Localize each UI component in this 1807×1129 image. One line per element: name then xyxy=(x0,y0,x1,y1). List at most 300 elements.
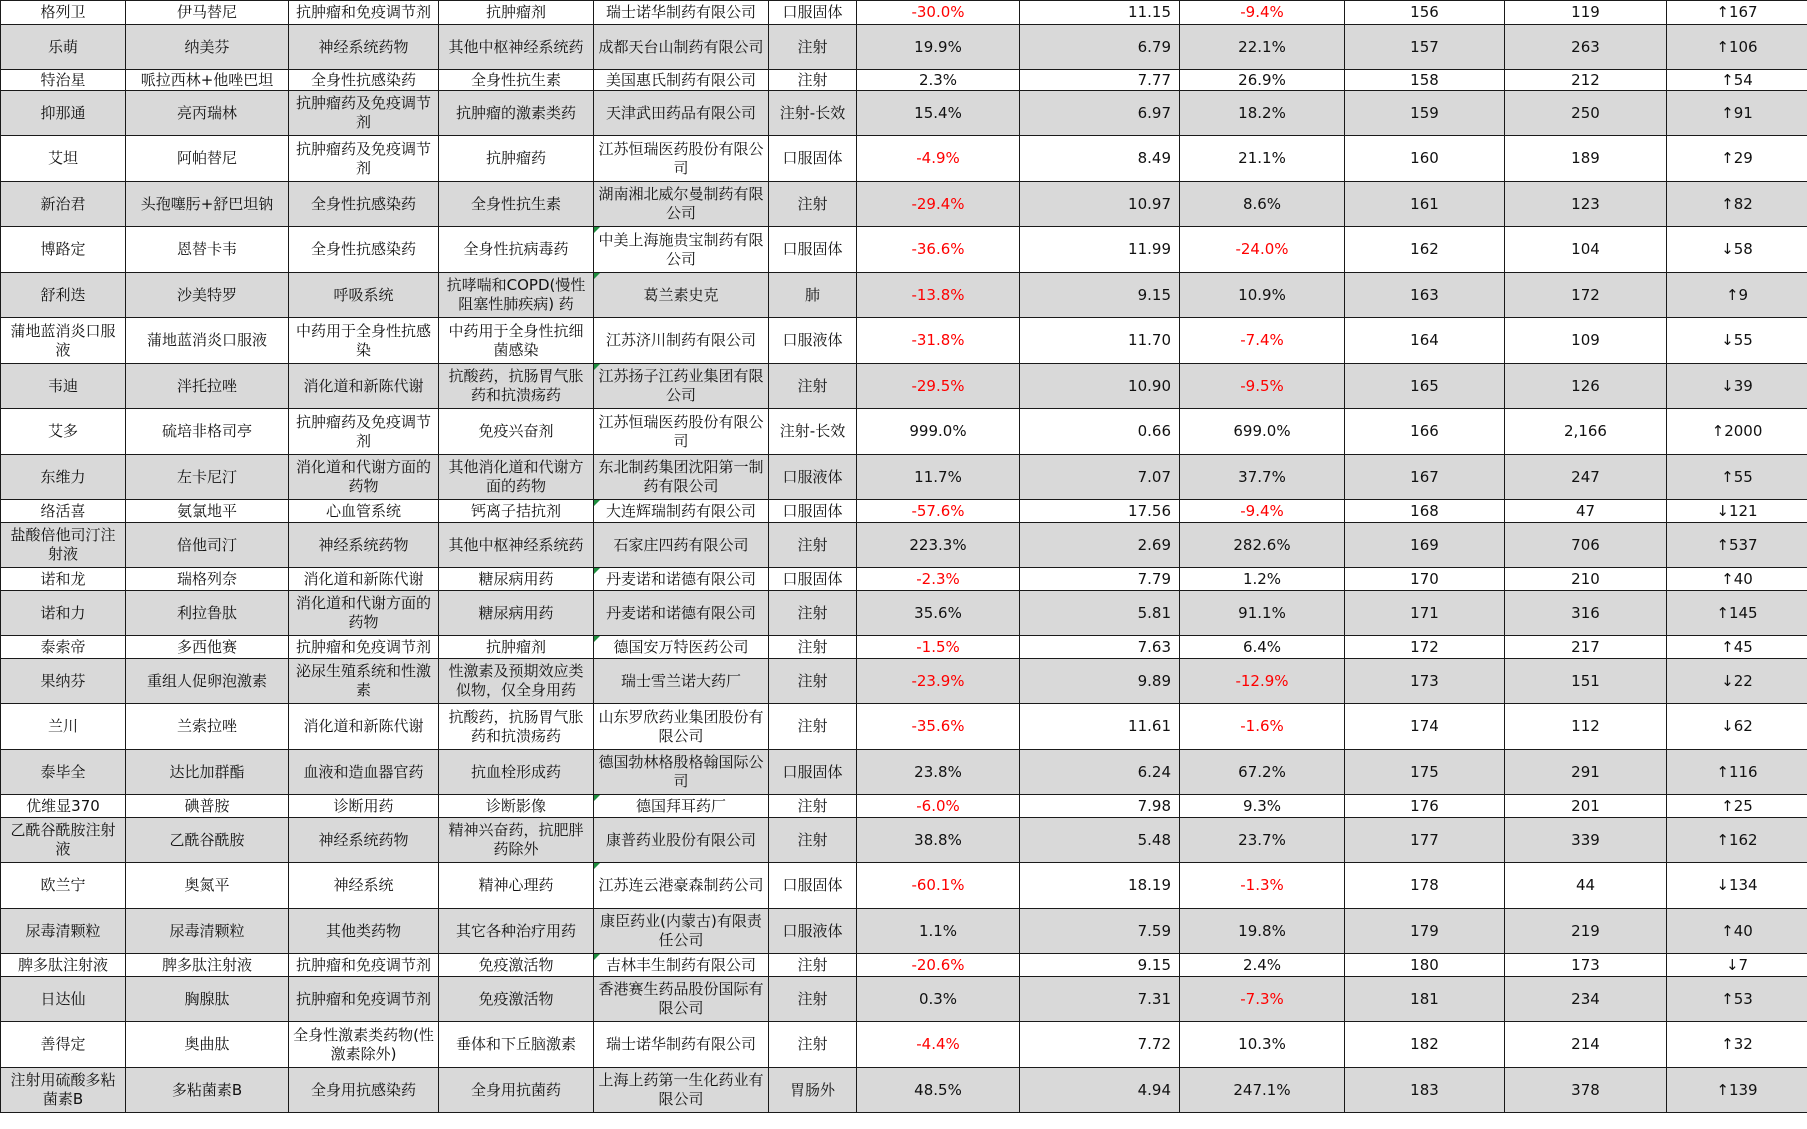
growth-rate-cell[interactable]: -6.0% xyxy=(857,795,1020,818)
growth-rate-cell[interactable]: -57.6% xyxy=(857,500,1020,523)
rank-change-cell[interactable]: ↑40 xyxy=(1667,909,1807,954)
rank-cell[interactable]: 179 xyxy=(1345,909,1505,954)
rank-cell[interactable]: 178 xyxy=(1345,863,1505,909)
therapeutic-category-cell[interactable]: 呼吸系统 xyxy=(289,273,439,318)
therapeutic-category-cell[interactable]: 全身性激素类药物(性激素除外) xyxy=(289,1022,439,1068)
dosage-form-cell[interactable]: 注射 xyxy=(769,182,857,227)
growth-rate-2-cell[interactable]: 1.2% xyxy=(1180,568,1345,591)
subcategory-cell[interactable]: 精神兴奋药，抗肥胖药除外 xyxy=(439,818,594,863)
rank-cell[interactable]: 180 xyxy=(1345,954,1505,977)
dosage-form-cell[interactable]: 口服固体 xyxy=(769,500,857,523)
therapeutic-category-cell[interactable]: 全身用抗感染药 xyxy=(289,1068,439,1113)
growth-rate-cell[interactable]: 38.8% xyxy=(857,818,1020,863)
growth-rate-cell[interactable]: 223.3% xyxy=(857,523,1020,568)
generic-name-cell[interactable]: 尿毒清颗粒 xyxy=(126,909,289,954)
count-cell[interactable]: 247 xyxy=(1505,455,1667,500)
brand-name-cell[interactable]: 新治君 xyxy=(1,182,126,227)
subcategory-cell[interactable]: 钙离子拮抗剂 xyxy=(439,500,594,523)
therapeutic-category-cell[interactable]: 中药用于全身性抗感染 xyxy=(289,318,439,364)
subcategory-cell[interactable]: 抗酸药，抗肠胃气胀药和抗溃疡药 xyxy=(439,704,594,750)
therapeutic-category-cell[interactable]: 全身性抗感染药 xyxy=(289,70,439,91)
generic-name-cell[interactable]: 左卡尼汀 xyxy=(126,455,289,500)
rank-cell[interactable]: 166 xyxy=(1345,409,1505,455)
rank-change-cell[interactable]: ↓121 xyxy=(1667,500,1807,523)
generic-name-cell[interactable]: 硫培非格司亭 xyxy=(126,409,289,455)
subcategory-cell[interactable]: 其他中枢神经系统药 xyxy=(439,25,594,70)
brand-name-cell[interactable]: 诺和龙 xyxy=(1,568,126,591)
rank-cell[interactable]: 167 xyxy=(1345,455,1505,500)
rank-change-cell[interactable]: ↑167 xyxy=(1667,1,1807,25)
dosage-form-cell[interactable]: 注射 xyxy=(769,591,857,636)
rank-change-cell[interactable]: ↑54 xyxy=(1667,70,1807,91)
subcategory-cell[interactable]: 抗血栓形成药 xyxy=(439,750,594,795)
brand-name-cell[interactable]: 蒲地蓝消炎口服液 xyxy=(1,318,126,364)
subcategory-cell[interactable]: 其他中枢神经系统药 xyxy=(439,523,594,568)
count-cell[interactable]: 212 xyxy=(1505,70,1667,91)
subcategory-cell[interactable]: 精神心理药 xyxy=(439,863,594,909)
manufacturer-cell[interactable]: 丹麦诺和诺德有限公司 xyxy=(594,591,769,636)
generic-name-cell[interactable]: 纳美芬 xyxy=(126,25,289,70)
manufacturer-cell[interactable]: 瑞士雪兰诺大药厂 xyxy=(594,659,769,704)
dosage-form-cell[interactable]: 注射 xyxy=(769,795,857,818)
subcategory-cell[interactable]: 糖尿病用药 xyxy=(439,568,594,591)
generic-name-cell[interactable]: 胸腺肽 xyxy=(126,977,289,1022)
count-cell[interactable]: 109 xyxy=(1505,318,1667,364)
growth-rate-2-cell[interactable]: 9.3% xyxy=(1180,795,1345,818)
subcategory-cell[interactable]: 垂体和下丘脑激素 xyxy=(439,1022,594,1068)
dosage-form-cell[interactable]: 注射 xyxy=(769,70,857,91)
manufacturer-cell[interactable]: 江苏扬子江药业集团有限公司 xyxy=(594,364,769,409)
count-cell[interactable]: 189 xyxy=(1505,136,1667,182)
therapeutic-category-cell[interactable]: 神经系统药物 xyxy=(289,818,439,863)
growth-rate-cell[interactable]: -4.9% xyxy=(857,136,1020,182)
value-cell[interactable]: 7.59 xyxy=(1020,909,1180,954)
count-cell[interactable]: 151 xyxy=(1505,659,1667,704)
rank-change-cell[interactable]: ↑53 xyxy=(1667,977,1807,1022)
dosage-form-cell[interactable]: 注射 xyxy=(769,659,857,704)
brand-name-cell[interactable]: 日达仙 xyxy=(1,977,126,1022)
rank-change-cell[interactable]: ↑162 xyxy=(1667,818,1807,863)
rank-cell[interactable]: 181 xyxy=(1345,977,1505,1022)
value-cell[interactable]: 17.56 xyxy=(1020,500,1180,523)
count-cell[interactable]: 250 xyxy=(1505,91,1667,136)
growth-rate-2-cell[interactable]: 26.9% xyxy=(1180,70,1345,91)
growth-rate-2-cell[interactable]: 6.4% xyxy=(1180,636,1345,659)
count-cell[interactable]: 119 xyxy=(1505,1,1667,25)
subcategory-cell[interactable]: 免疫激活物 xyxy=(439,954,594,977)
value-cell[interactable]: 6.79 xyxy=(1020,25,1180,70)
therapeutic-category-cell[interactable]: 诊断用药 xyxy=(289,795,439,818)
rank-cell[interactable]: 156 xyxy=(1345,1,1505,25)
manufacturer-cell[interactable]: 香港赛生药品股份国际有限公司 xyxy=(594,977,769,1022)
growth-rate-cell[interactable]: 2.3% xyxy=(857,70,1020,91)
dosage-form-cell[interactable]: 注射 xyxy=(769,818,857,863)
rank-change-cell[interactable]: ↓58 xyxy=(1667,227,1807,273)
rank-change-cell[interactable]: ↑29 xyxy=(1667,136,1807,182)
generic-name-cell[interactable]: 亮丙瑞林 xyxy=(126,91,289,136)
rank-change-cell[interactable]: ↑40 xyxy=(1667,568,1807,591)
growth-rate-2-cell[interactable]: -12.9% xyxy=(1180,659,1345,704)
dosage-form-cell[interactable]: 注射 xyxy=(769,636,857,659)
brand-name-cell[interactable]: 韦迪 xyxy=(1,364,126,409)
manufacturer-cell[interactable]: 康普药业股份有限公司 xyxy=(594,818,769,863)
rank-cell[interactable]: 164 xyxy=(1345,318,1505,364)
dosage-form-cell[interactable]: 胃肠外 xyxy=(769,1068,857,1113)
value-cell[interactable]: 4.94 xyxy=(1020,1068,1180,1113)
rank-cell[interactable]: 171 xyxy=(1345,591,1505,636)
growth-rate-2-cell[interactable]: 22.1% xyxy=(1180,25,1345,70)
growth-rate-cell[interactable]: -4.4% xyxy=(857,1022,1020,1068)
value-cell[interactable]: 18.19 xyxy=(1020,863,1180,909)
brand-name-cell[interactable]: 乙酰谷酰胺注射液 xyxy=(1,818,126,863)
rank-change-cell[interactable]: ↑139 xyxy=(1667,1068,1807,1113)
value-cell[interactable]: 11.61 xyxy=(1020,704,1180,750)
brand-name-cell[interactable]: 泰索帝 xyxy=(1,636,126,659)
brand-name-cell[interactable]: 诺和力 xyxy=(1,591,126,636)
rank-cell[interactable]: 183 xyxy=(1345,1068,1505,1113)
generic-name-cell[interactable]: 多西他赛 xyxy=(126,636,289,659)
therapeutic-category-cell[interactable]: 其他类药物 xyxy=(289,909,439,954)
count-cell[interactable]: 217 xyxy=(1505,636,1667,659)
value-cell[interactable]: 6.97 xyxy=(1020,91,1180,136)
generic-name-cell[interactable]: 兰索拉唑 xyxy=(126,704,289,750)
generic-name-cell[interactable]: 达比加群酯 xyxy=(126,750,289,795)
growth-rate-cell[interactable]: -30.0% xyxy=(857,1,1020,25)
therapeutic-category-cell[interactable]: 消化道和代谢方面的药物 xyxy=(289,455,439,500)
brand-name-cell[interactable]: 果纳芬 xyxy=(1,659,126,704)
manufacturer-cell[interactable]: 德国勃林格殷格翰国际公司 xyxy=(594,750,769,795)
count-cell[interactable]: 173 xyxy=(1505,954,1667,977)
count-cell[interactable]: 172 xyxy=(1505,273,1667,318)
brand-name-cell[interactable]: 盐酸倍他司汀注射液 xyxy=(1,523,126,568)
brand-name-cell[interactable]: 格列卫 xyxy=(1,1,126,25)
manufacturer-cell[interactable]: 山东罗欣药业集团股份有限公司 xyxy=(594,704,769,750)
rank-cell[interactable]: 159 xyxy=(1345,91,1505,136)
growth-rate-cell[interactable]: -35.6% xyxy=(857,704,1020,750)
rank-change-cell[interactable]: ↓7 xyxy=(1667,954,1807,977)
value-cell[interactable]: 5.81 xyxy=(1020,591,1180,636)
growth-rate-cell[interactable]: 48.5% xyxy=(857,1068,1020,1113)
value-cell[interactable]: 9.89 xyxy=(1020,659,1180,704)
growth-rate-2-cell[interactable]: -9.4% xyxy=(1180,1,1345,25)
generic-name-cell[interactable]: 恩替卡韦 xyxy=(126,227,289,273)
growth-rate-cell[interactable]: -36.6% xyxy=(857,227,1020,273)
growth-rate-cell[interactable]: 11.7% xyxy=(857,455,1020,500)
value-cell[interactable]: 5.48 xyxy=(1020,818,1180,863)
value-cell[interactable]: 2.69 xyxy=(1020,523,1180,568)
manufacturer-cell[interactable]: 美国惠氏制药有限公司 xyxy=(594,70,769,91)
brand-name-cell[interactable]: 艾坦 xyxy=(1,136,126,182)
rank-change-cell[interactable]: ↑537 xyxy=(1667,523,1807,568)
growth-rate-2-cell[interactable]: 10.3% xyxy=(1180,1022,1345,1068)
rank-cell[interactable]: 168 xyxy=(1345,500,1505,523)
subcategory-cell[interactable]: 其它各种治疗用药 xyxy=(439,909,594,954)
generic-name-cell[interactable]: 奥曲肽 xyxy=(126,1022,289,1068)
count-cell[interactable]: 219 xyxy=(1505,909,1667,954)
rank-cell[interactable]: 169 xyxy=(1345,523,1505,568)
therapeutic-category-cell[interactable]: 神经系统 xyxy=(289,863,439,909)
growth-rate-cell[interactable]: 0.3% xyxy=(857,977,1020,1022)
growth-rate-cell[interactable]: -13.8% xyxy=(857,273,1020,318)
subcategory-cell[interactable]: 全身性抗生素 xyxy=(439,70,594,91)
rank-change-cell[interactable]: ↑2000 xyxy=(1667,409,1807,455)
rank-change-cell[interactable]: ↑106 xyxy=(1667,25,1807,70)
growth-rate-2-cell[interactable]: -7.3% xyxy=(1180,977,1345,1022)
value-cell[interactable]: 11.99 xyxy=(1020,227,1180,273)
growth-rate-2-cell[interactable]: 37.7% xyxy=(1180,455,1345,500)
rank-cell[interactable]: 162 xyxy=(1345,227,1505,273)
subcategory-cell[interactable]: 抗肿瘤剂 xyxy=(439,1,594,25)
subcategory-cell[interactable]: 免疫激活物 xyxy=(439,977,594,1022)
brand-name-cell[interactable]: 脾多肽注射液 xyxy=(1,954,126,977)
rank-cell[interactable]: 176 xyxy=(1345,795,1505,818)
growth-rate-cell[interactable]: -20.6% xyxy=(857,954,1020,977)
manufacturer-cell[interactable]: 上海上药第一生化药业有限公司 xyxy=(594,1068,769,1113)
subcategory-cell[interactable]: 中药用于全身性抗细菌感染 xyxy=(439,318,594,364)
count-cell[interactable]: 263 xyxy=(1505,25,1667,70)
brand-name-cell[interactable]: 乐萌 xyxy=(1,25,126,70)
growth-rate-cell[interactable]: -2.3% xyxy=(857,568,1020,591)
rank-change-cell[interactable]: ↓55 xyxy=(1667,318,1807,364)
count-cell[interactable]: 112 xyxy=(1505,704,1667,750)
subcategory-cell[interactable]: 糖尿病用药 xyxy=(439,591,594,636)
growth-rate-2-cell[interactable]: 21.1% xyxy=(1180,136,1345,182)
dosage-form-cell[interactable]: 注射-长效 xyxy=(769,409,857,455)
brand-name-cell[interactable]: 泰毕全 xyxy=(1,750,126,795)
brand-name-cell[interactable]: 艾多 xyxy=(1,409,126,455)
generic-name-cell[interactable]: 泮托拉唑 xyxy=(126,364,289,409)
subcategory-cell[interactable]: 全身用抗菌药 xyxy=(439,1068,594,1113)
subcategory-cell[interactable]: 抗肿瘤药 xyxy=(439,136,594,182)
generic-name-cell[interactable]: 倍他司汀 xyxy=(126,523,289,568)
value-cell[interactable]: 10.97 xyxy=(1020,182,1180,227)
dosage-form-cell[interactable]: 口服液体 xyxy=(769,318,857,364)
count-cell[interactable]: 123 xyxy=(1505,182,1667,227)
growth-rate-2-cell[interactable]: 699.0% xyxy=(1180,409,1345,455)
therapeutic-category-cell[interactable]: 心血管系统 xyxy=(289,500,439,523)
dosage-form-cell[interactable]: 注射 xyxy=(769,954,857,977)
rank-change-cell[interactable]: ↓39 xyxy=(1667,364,1807,409)
rank-change-cell[interactable]: ↑116 xyxy=(1667,750,1807,795)
brand-name-cell[interactable]: 东维力 xyxy=(1,455,126,500)
generic-name-cell[interactable]: 头孢噻肟+舒巴坦钠 xyxy=(126,182,289,227)
subcategory-cell[interactable]: 全身性抗病毒药 xyxy=(439,227,594,273)
rank-cell[interactable]: 165 xyxy=(1345,364,1505,409)
growth-rate-2-cell[interactable]: 23.7% xyxy=(1180,818,1345,863)
subcategory-cell[interactable]: 诊断影像 xyxy=(439,795,594,818)
rank-change-cell[interactable]: ↓134 xyxy=(1667,863,1807,909)
therapeutic-category-cell[interactable]: 泌尿生殖系统和性激素 xyxy=(289,659,439,704)
growth-rate-cell[interactable]: 999.0% xyxy=(857,409,1020,455)
growth-rate-cell[interactable]: 23.8% xyxy=(857,750,1020,795)
dosage-form-cell[interactable]: 口服液体 xyxy=(769,455,857,500)
therapeutic-category-cell[interactable]: 抗肿瘤和免疫调节剂 xyxy=(289,1,439,25)
therapeutic-category-cell[interactable]: 全身性抗感染药 xyxy=(289,182,439,227)
generic-name-cell[interactable]: 瑞格列奈 xyxy=(126,568,289,591)
value-cell[interactable]: 10.90 xyxy=(1020,364,1180,409)
growth-rate-2-cell[interactable]: -7.4% xyxy=(1180,318,1345,364)
count-cell[interactable]: 2,166 xyxy=(1505,409,1667,455)
growth-rate-2-cell[interactable]: 282.6% xyxy=(1180,523,1345,568)
value-cell[interactable]: 11.15 xyxy=(1020,1,1180,25)
therapeutic-category-cell[interactable]: 全身性抗感染药 xyxy=(289,227,439,273)
value-cell[interactable]: 7.72 xyxy=(1020,1022,1180,1068)
therapeutic-category-cell[interactable]: 抗肿瘤和免疫调节剂 xyxy=(289,954,439,977)
generic-name-cell[interactable]: 乙酰谷酰胺 xyxy=(126,818,289,863)
growth-rate-2-cell[interactable]: 247.1% xyxy=(1180,1068,1345,1113)
value-cell[interactable]: 7.63 xyxy=(1020,636,1180,659)
value-cell[interactable]: 6.24 xyxy=(1020,750,1180,795)
count-cell[interactable]: 706 xyxy=(1505,523,1667,568)
brand-name-cell[interactable]: 欧兰宁 xyxy=(1,863,126,909)
rank-cell[interactable]: 182 xyxy=(1345,1022,1505,1068)
growth-rate-2-cell[interactable]: -24.0% xyxy=(1180,227,1345,273)
rank-cell[interactable]: 163 xyxy=(1345,273,1505,318)
subcategory-cell[interactable]: 抗酸药，抗肠胃气胀药和抗溃疡药 xyxy=(439,364,594,409)
therapeutic-category-cell[interactable]: 消化道和新陈代谢 xyxy=(289,364,439,409)
dosage-form-cell[interactable]: 口服固体 xyxy=(769,568,857,591)
subcategory-cell[interactable]: 其他消化道和代谢方面的药物 xyxy=(439,455,594,500)
rank-change-cell[interactable]: ↑45 xyxy=(1667,636,1807,659)
therapeutic-category-cell[interactable]: 神经系统药物 xyxy=(289,25,439,70)
subcategory-cell[interactable]: 全身性抗生素 xyxy=(439,182,594,227)
manufacturer-cell[interactable]: 东北制药集团沈阳第一制药有限公司 xyxy=(594,455,769,500)
brand-name-cell[interactable]: 特治星 xyxy=(1,70,126,91)
rank-cell[interactable]: 160 xyxy=(1345,136,1505,182)
count-cell[interactable]: 291 xyxy=(1505,750,1667,795)
rank-cell[interactable]: 170 xyxy=(1345,568,1505,591)
count-cell[interactable]: 234 xyxy=(1505,977,1667,1022)
count-cell[interactable]: 201 xyxy=(1505,795,1667,818)
growth-rate-2-cell[interactable]: -9.4% xyxy=(1180,500,1345,523)
count-cell[interactable]: 339 xyxy=(1505,818,1667,863)
brand-name-cell[interactable]: 博路定 xyxy=(1,227,126,273)
generic-name-cell[interactable]: 沙美特罗 xyxy=(126,273,289,318)
subcategory-cell[interactable]: 抗肿瘤剂 xyxy=(439,636,594,659)
rank-cell[interactable]: 158 xyxy=(1345,70,1505,91)
therapeutic-category-cell[interactable]: 血液和造血器官药 xyxy=(289,750,439,795)
count-cell[interactable]: 47 xyxy=(1505,500,1667,523)
therapeutic-category-cell[interactable]: 抗肿瘤和免疫调节剂 xyxy=(289,977,439,1022)
growth-rate-2-cell[interactable]: 67.2% xyxy=(1180,750,1345,795)
therapeutic-category-cell[interactable]: 抗肿瘤药及免疫调节剂 xyxy=(289,91,439,136)
value-cell[interactable]: 7.77 xyxy=(1020,70,1180,91)
growth-rate-cell[interactable]: -31.8% xyxy=(857,318,1020,364)
rank-cell[interactable]: 172 xyxy=(1345,636,1505,659)
rank-change-cell[interactable]: ↑32 xyxy=(1667,1022,1807,1068)
rank-change-cell[interactable]: ↓22 xyxy=(1667,659,1807,704)
manufacturer-cell[interactable]: 康臣药业(内蒙古)有限责任公司 xyxy=(594,909,769,954)
count-cell[interactable]: 378 xyxy=(1505,1068,1667,1113)
growth-rate-2-cell[interactable]: 91.1% xyxy=(1180,591,1345,636)
growth-rate-2-cell[interactable]: -1.3% xyxy=(1180,863,1345,909)
brand-name-cell[interactable]: 善得定 xyxy=(1,1022,126,1068)
generic-name-cell[interactable]: 蒲地蓝消炎口服液 xyxy=(126,318,289,364)
generic-name-cell[interactable]: 碘普胺 xyxy=(126,795,289,818)
manufacturer-cell[interactable]: 成都天台山制药有限公司 xyxy=(594,25,769,70)
rank-cell[interactable]: 174 xyxy=(1345,704,1505,750)
count-cell[interactable]: 104 xyxy=(1505,227,1667,273)
manufacturer-cell[interactable]: 江苏恒瑞医药股份有限公司 xyxy=(594,409,769,455)
rank-cell[interactable]: 175 xyxy=(1345,750,1505,795)
manufacturer-cell[interactable]: 湖南湘北威尔曼制药有限公司 xyxy=(594,182,769,227)
dosage-form-cell[interactable]: 注射 xyxy=(769,364,857,409)
dosage-form-cell[interactable]: 注射 xyxy=(769,704,857,750)
value-cell[interactable]: 7.79 xyxy=(1020,568,1180,591)
value-cell[interactable]: 7.07 xyxy=(1020,455,1180,500)
therapeutic-category-cell[interactable]: 消化道和新陈代谢 xyxy=(289,704,439,750)
rank-change-cell[interactable]: ↓62 xyxy=(1667,704,1807,750)
dosage-form-cell[interactable]: 口服固体 xyxy=(769,750,857,795)
manufacturer-cell[interactable]: 江苏连云港豪森制药公司 xyxy=(594,863,769,909)
therapeutic-category-cell[interactable]: 抗肿瘤和免疫调节剂 xyxy=(289,636,439,659)
dosage-form-cell[interactable]: 注射 xyxy=(769,523,857,568)
growth-rate-2-cell[interactable]: 10.9% xyxy=(1180,273,1345,318)
growth-rate-2-cell[interactable]: 19.8% xyxy=(1180,909,1345,954)
manufacturer-cell[interactable]: 德国安万特医药公司 xyxy=(594,636,769,659)
generic-name-cell[interactable]: 多粘菌素B xyxy=(126,1068,289,1113)
growth-rate-cell[interactable]: -29.5% xyxy=(857,364,1020,409)
therapeutic-category-cell[interactable]: 消化道和代谢方面的药物 xyxy=(289,591,439,636)
manufacturer-cell[interactable]: 石家庄四药有限公司 xyxy=(594,523,769,568)
brand-name-cell[interactable]: 优维显370 xyxy=(1,795,126,818)
growth-rate-cell[interactable]: -1.5% xyxy=(857,636,1020,659)
generic-name-cell[interactable]: 利拉鲁肽 xyxy=(126,591,289,636)
rank-change-cell[interactable]: ↑25 xyxy=(1667,795,1807,818)
manufacturer-cell[interactable]: 葛兰素史克 xyxy=(594,273,769,318)
brand-name-cell[interactable]: 舒利迭 xyxy=(1,273,126,318)
brand-name-cell[interactable]: 注射用硫酸多粘菌素B xyxy=(1,1068,126,1113)
growth-rate-cell[interactable]: 1.1% xyxy=(857,909,1020,954)
manufacturer-cell[interactable]: 瑞士诺华制药有限公司 xyxy=(594,1,769,25)
manufacturer-cell[interactable]: 江苏恒瑞医药股份有限公司 xyxy=(594,136,769,182)
generic-name-cell[interactable]: 氨氯地平 xyxy=(126,500,289,523)
therapeutic-category-cell[interactable]: 抗肿瘤药及免疫调节剂 xyxy=(289,409,439,455)
value-cell[interactable]: 9.15 xyxy=(1020,273,1180,318)
dosage-form-cell[interactable]: 注射 xyxy=(769,1022,857,1068)
count-cell[interactable]: 126 xyxy=(1505,364,1667,409)
dosage-form-cell[interactable]: 口服固体 xyxy=(769,863,857,909)
rank-cell[interactable]: 173 xyxy=(1345,659,1505,704)
value-cell[interactable]: 7.31 xyxy=(1020,977,1180,1022)
growth-rate-cell[interactable]: -60.1% xyxy=(857,863,1020,909)
rank-cell[interactable]: 161 xyxy=(1345,182,1505,227)
dosage-form-cell[interactable]: 口服固体 xyxy=(769,227,857,273)
subcategory-cell[interactable]: 抗肿瘤的激素类药 xyxy=(439,91,594,136)
dosage-form-cell[interactable]: 注射 xyxy=(769,25,857,70)
count-cell[interactable]: 214 xyxy=(1505,1022,1667,1068)
therapeutic-category-cell[interactable]: 神经系统药物 xyxy=(289,523,439,568)
growth-rate-2-cell[interactable]: 2.4% xyxy=(1180,954,1345,977)
value-cell[interactable]: 0.66 xyxy=(1020,409,1180,455)
manufacturer-cell[interactable]: 瑞士诺华制药有限公司 xyxy=(594,1022,769,1068)
growth-rate-2-cell[interactable]: 18.2% xyxy=(1180,91,1345,136)
brand-name-cell[interactable]: 兰川 xyxy=(1,704,126,750)
growth-rate-cell[interactable]: 35.6% xyxy=(857,591,1020,636)
manufacturer-cell[interactable]: 德国拜耳药厂 xyxy=(594,795,769,818)
value-cell[interactable]: 7.98 xyxy=(1020,795,1180,818)
subcategory-cell[interactable]: 抗哮喘和COPD(慢性阻塞性肺疾病) 药 xyxy=(439,273,594,318)
therapeutic-category-cell[interactable]: 消化道和新陈代谢 xyxy=(289,568,439,591)
count-cell[interactable]: 44 xyxy=(1505,863,1667,909)
rank-cell[interactable]: 157 xyxy=(1345,25,1505,70)
value-cell[interactable]: 11.70 xyxy=(1020,318,1180,364)
growth-rate-cell[interactable]: -23.9% xyxy=(857,659,1020,704)
growth-rate-cell[interactable]: -29.4% xyxy=(857,182,1020,227)
dosage-form-cell[interactable]: 肺 xyxy=(769,273,857,318)
brand-name-cell[interactable]: 尿毒清颗粒 xyxy=(1,909,126,954)
subcategory-cell[interactable]: 性激素及预期效应类似物，仅全身用药 xyxy=(439,659,594,704)
